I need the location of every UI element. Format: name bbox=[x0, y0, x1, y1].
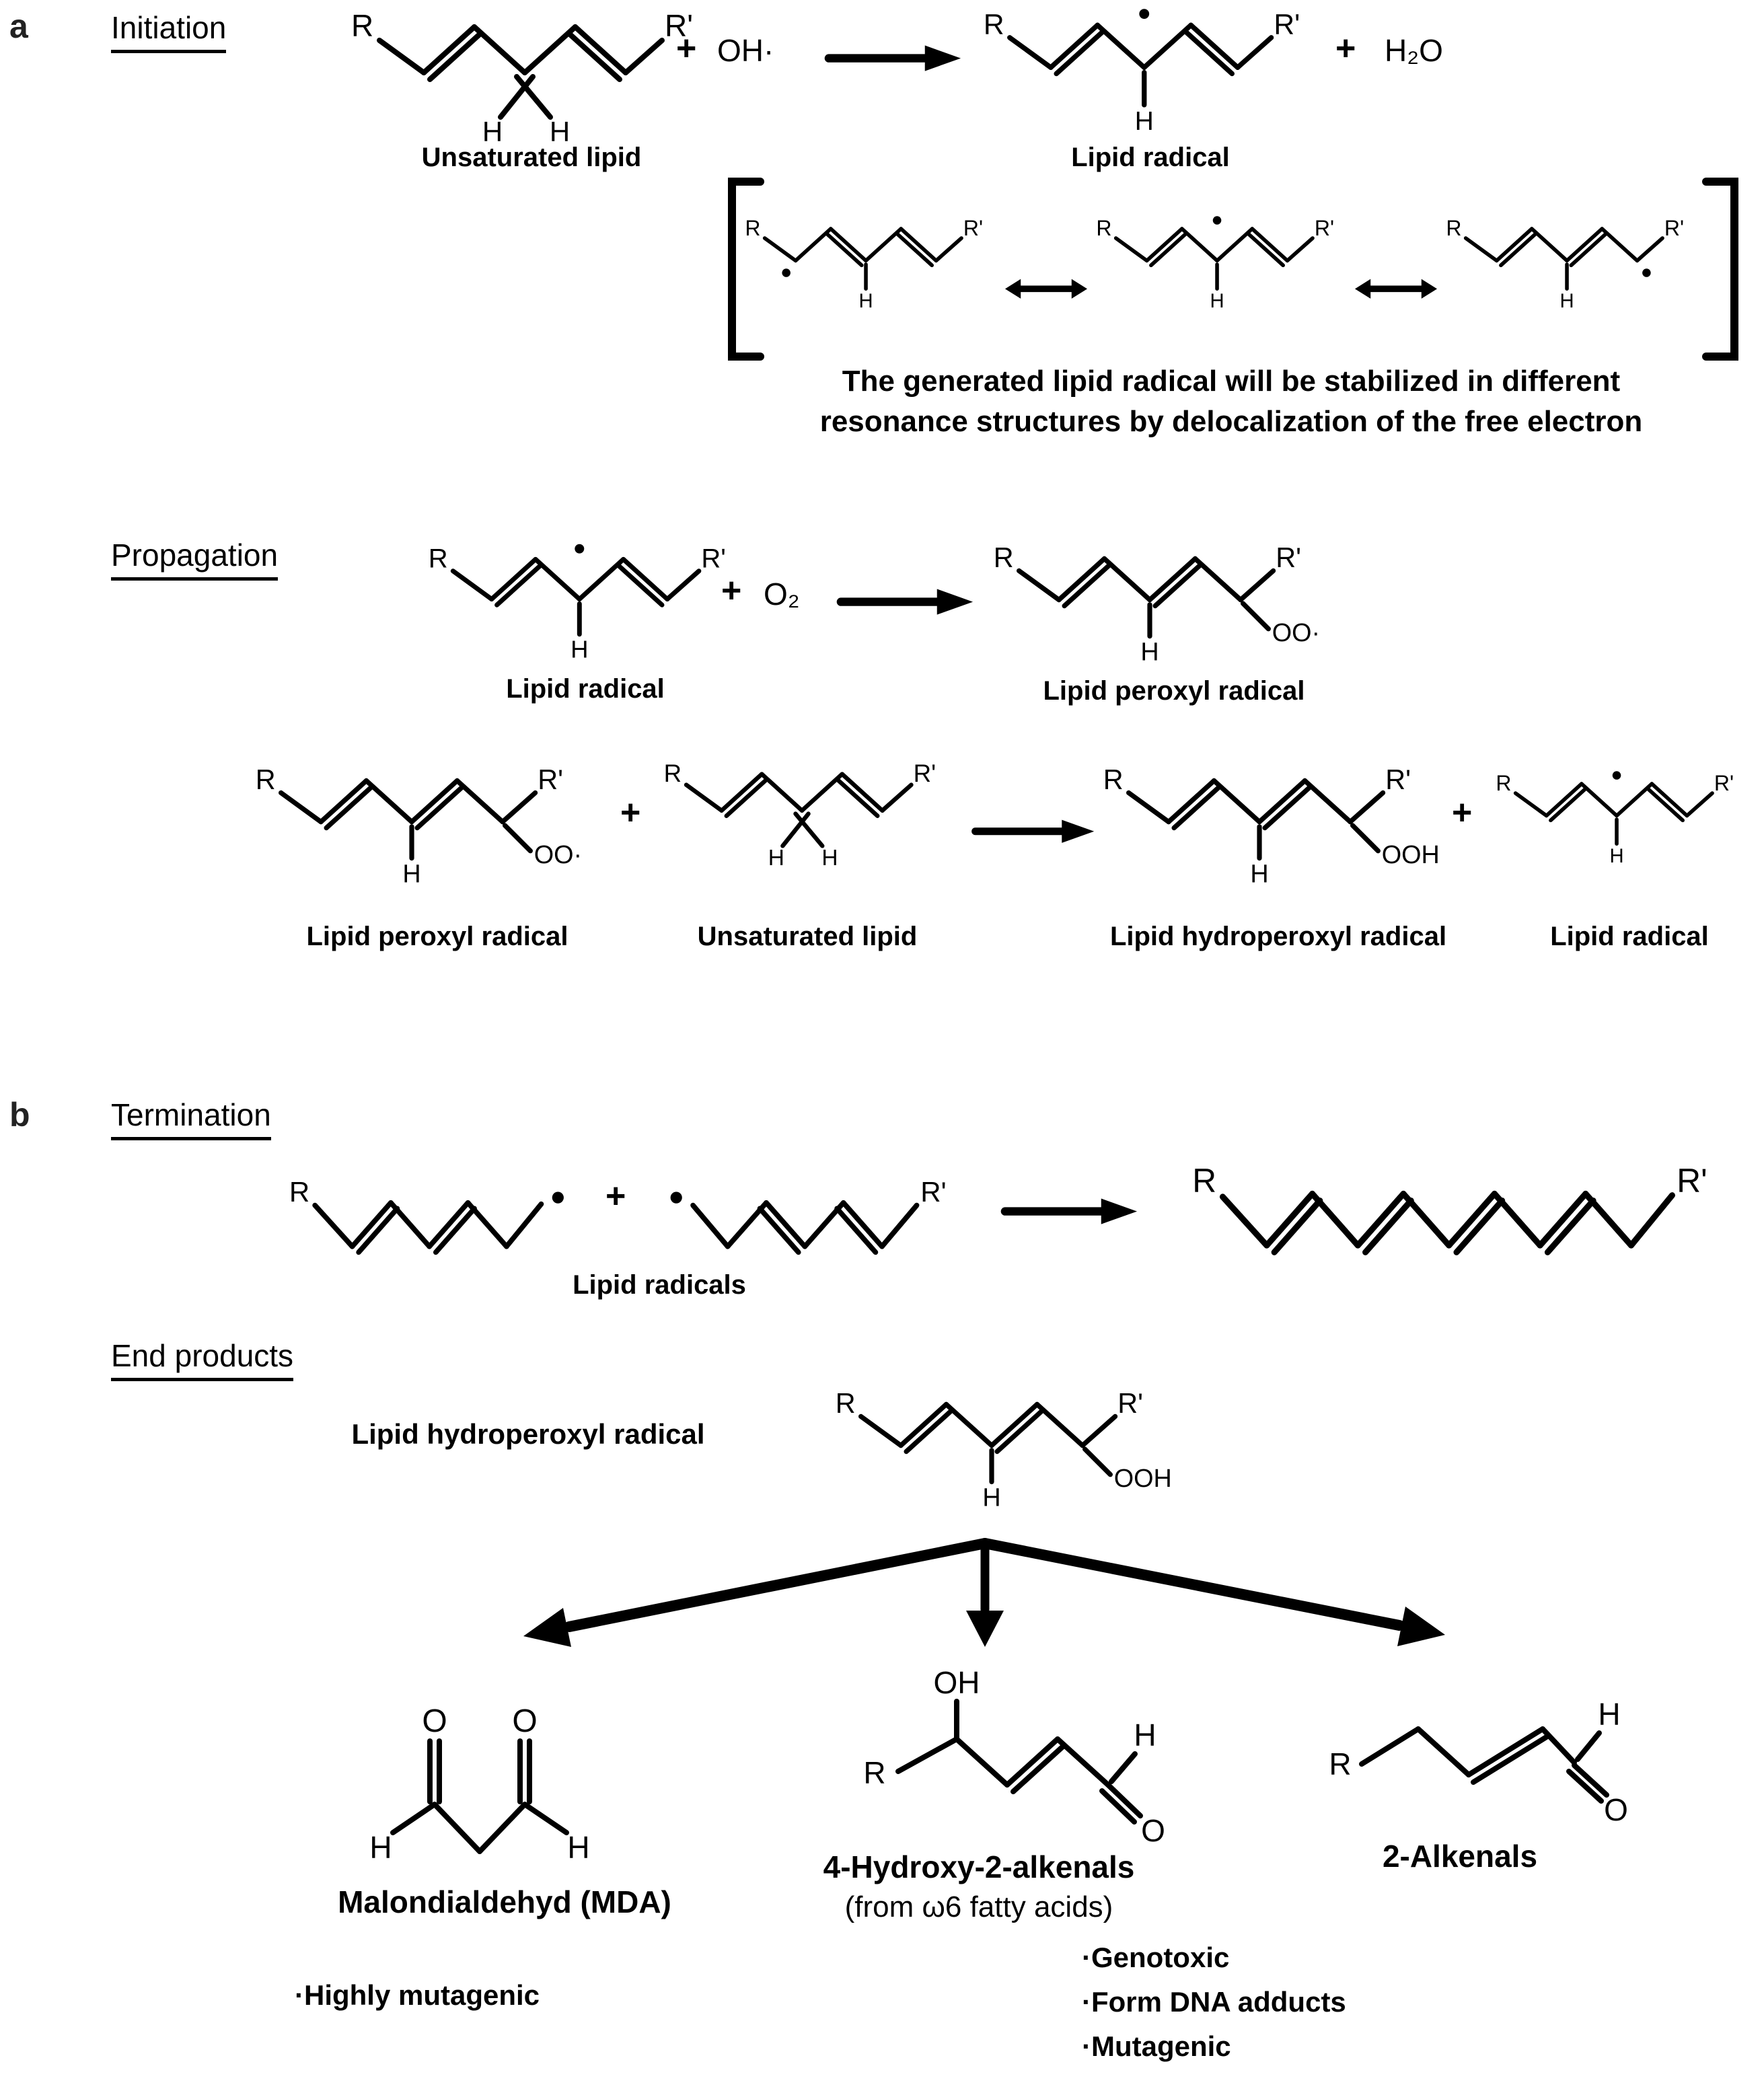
radical-dot bbox=[671, 1192, 682, 1204]
atom-R-prime: R' bbox=[1664, 215, 1685, 240]
radical-dot bbox=[1642, 268, 1651, 277]
resonance-caption-line2: resonance structures by delocalization of the free electron bbox=[819, 405, 1643, 438]
atom-R: R bbox=[1329, 1746, 1352, 1781]
lipid-radical-structure bbox=[982, 3, 1319, 135]
resonance-structure-3 bbox=[1445, 212, 1698, 311]
bond-lines bbox=[686, 774, 911, 846]
end-products-heading bbox=[111, 1337, 293, 1381]
atom-H: H bbox=[549, 116, 571, 147]
termination-title: Termination bbox=[111, 1097, 271, 1140]
atom-H: H bbox=[768, 846, 784, 871]
bond-lines bbox=[1010, 25, 1272, 105]
bond-lines bbox=[281, 780, 536, 858]
lipid-radical-structure bbox=[1495, 767, 1748, 867]
unsaturated-lipid-structure bbox=[663, 755, 952, 869]
lipid-radical-structure bbox=[427, 538, 743, 663]
bond-lines bbox=[1466, 229, 1662, 289]
peroxyl-group: OO· bbox=[534, 840, 583, 869]
bond-lines bbox=[898, 1701, 1140, 1822]
atom-H: H bbox=[1134, 1718, 1156, 1753]
unsaturated-lipid-label: Unsaturated lipid bbox=[697, 922, 918, 951]
radical-dot bbox=[552, 1192, 564, 1204]
section-a-tag: a bbox=[9, 7, 28, 45]
initiation-title: Initiation bbox=[111, 9, 226, 53]
atom-H: H bbox=[858, 291, 873, 313]
atom-O: O bbox=[512, 1703, 538, 1739]
bond-lines bbox=[315, 1203, 541, 1253]
malondialdehyde-structure bbox=[363, 1689, 673, 1911]
atom-R: R bbox=[1096, 215, 1112, 240]
atom-R-prime: R' bbox=[920, 1175, 947, 1208]
lipid-peroxyl-radical-structure bbox=[254, 759, 618, 887]
lipid-radical-left-structure bbox=[288, 1171, 577, 1280]
atom-R: R bbox=[1192, 1162, 1217, 1200]
reaction-arrow bbox=[828, 39, 962, 77]
reaction-arrow bbox=[840, 583, 974, 621]
atom-R-prime: R' bbox=[1314, 215, 1335, 240]
radical-dot bbox=[575, 544, 584, 554]
atom-O: O bbox=[422, 1703, 447, 1739]
atom-R-prime: R' bbox=[1714, 770, 1734, 795]
hydroxy-alkenals-note-1: ·Genotoxic bbox=[1082, 1942, 1230, 1973]
lipid-radicals-label: Lipid radicals bbox=[573, 1270, 746, 1300]
atom-H: H bbox=[1609, 846, 1624, 868]
resonance-structure-2 bbox=[1095, 212, 1348, 311]
atom-H: H bbox=[369, 1830, 392, 1865]
end-products-title: End products bbox=[111, 1337, 293, 1381]
mda-label: Malondialdehyd (MDA) bbox=[338, 1884, 671, 1919]
atom-R-prime: R' bbox=[913, 759, 936, 787]
lipid-hydroperoxyl-radical-label: Lipid hydroperoxyl radical bbox=[351, 1418, 705, 1450]
atom-O: O bbox=[1141, 1813, 1165, 1848]
termination-heading bbox=[111, 1097, 271, 1140]
atom-R-prime: R' bbox=[665, 8, 694, 43]
atom-R-prime: R' bbox=[963, 215, 984, 240]
plus-sign: + bbox=[676, 29, 697, 68]
hydroxyl-group: OH bbox=[933, 1665, 980, 1700]
bond-lines bbox=[1362, 1729, 1607, 1801]
atom-H: H bbox=[1559, 291, 1574, 313]
lipid-peroxyl-radical-label: Lipid peroxyl radical bbox=[1043, 676, 1305, 706]
alkenal-structure bbox=[1305, 1687, 1642, 1862]
atom-R-prime: R' bbox=[1117, 1387, 1143, 1419]
atom-R-prime: R' bbox=[538, 764, 563, 795]
atom-H: H bbox=[571, 635, 589, 663]
atom-H: H bbox=[1598, 1697, 1621, 1732]
bond-lines bbox=[1116, 229, 1313, 289]
hydroxy-alkenals-label: 4-Hydroxy-2-alkenals bbox=[823, 1849, 1135, 1884]
atom-R: R bbox=[863, 1755, 886, 1790]
water-formula: H₂O bbox=[1385, 33, 1443, 68]
lipid-radical-label: Lipid radical bbox=[1071, 143, 1230, 172]
atom-H: H bbox=[567, 1830, 590, 1865]
atom-R-prime: R' bbox=[701, 544, 726, 574]
bond-lines bbox=[393, 1741, 566, 1851]
atom-R-prime: R' bbox=[1385, 764, 1411, 795]
lipid-radical-right-structure bbox=[665, 1171, 954, 1280]
atom-H: H bbox=[402, 860, 421, 889]
lipid-radical-label: Lipid radical bbox=[506, 674, 665, 704]
atom-R: R bbox=[983, 8, 1004, 41]
reaction-arrow bbox=[974, 814, 1095, 848]
atom-H: H bbox=[1250, 860, 1269, 889]
atom-R: R bbox=[351, 8, 374, 43]
radical-dot bbox=[1139, 9, 1149, 19]
hydroxy-alkenals-note-2: ·Form DNA adducts bbox=[1082, 1986, 1346, 2018]
lipid-peroxyl-radical-label: Lipid peroxyl radical bbox=[306, 922, 568, 951]
lipid-radical-label: Lipid radical bbox=[1550, 922, 1709, 951]
atom-R: R bbox=[1496, 770, 1512, 795]
bond-lines bbox=[1222, 1193, 1672, 1252]
peroxyl-group: OO· bbox=[1272, 618, 1321, 647]
atom-R: R bbox=[745, 215, 761, 240]
plus-sign: + bbox=[721, 571, 742, 610]
lipid-peroxyl-radical-structure bbox=[992, 537, 1356, 665]
resonance-structure-1 bbox=[744, 212, 997, 311]
bond-lines bbox=[765, 229, 961, 289]
resonance-caption-line1: The generated lipid radical will be stabilized in different bbox=[842, 365, 1621, 398]
alkenals-label: 2-Alkenals bbox=[1382, 1839, 1538, 1874]
atom-O: O bbox=[1604, 1792, 1628, 1827]
plus-sign: + bbox=[1452, 793, 1473, 832]
atom-R: R bbox=[289, 1175, 310, 1208]
atom-R: R bbox=[428, 544, 448, 574]
propagation-title: Propagation bbox=[111, 537, 278, 581]
hydroxy-alkenals-origin: (from ω6 fatty acids) bbox=[844, 1890, 1113, 1923]
resonance-arrow bbox=[1004, 274, 1089, 303]
mda-note: ·Highly mutagenic bbox=[295, 1979, 540, 2011]
propagation-heading bbox=[111, 537, 278, 581]
plus-sign: + bbox=[620, 793, 641, 832]
atom-H: H bbox=[982, 1483, 1001, 1512]
lipid-hydroperoxyl-radical-structure bbox=[834, 1383, 1198, 1511]
initiation-heading bbox=[111, 9, 226, 53]
atom-R-prime: R' bbox=[1274, 8, 1300, 41]
oxygen-formula: O₂ bbox=[764, 577, 800, 612]
hydroxy-alkenal-structure bbox=[774, 1652, 1184, 1853]
plus-sign: + bbox=[1335, 29, 1356, 68]
hydroperoxyl-group: OOH bbox=[1381, 840, 1440, 869]
bond-lines bbox=[1019, 558, 1274, 636]
resonance-arrow bbox=[1354, 274, 1438, 303]
unsaturated-lipid-label: Unsaturated lipid bbox=[421, 143, 642, 172]
radical-dot bbox=[1613, 771, 1621, 780]
hydroxyl-radical-formula: OH· bbox=[717, 33, 774, 68]
atom-R-prime: R' bbox=[1677, 1162, 1707, 1200]
combined-lipid-structure bbox=[1191, 1156, 1722, 1285]
section-b-tag: b bbox=[9, 1096, 30, 1134]
atom-H: H bbox=[1210, 291, 1224, 313]
atom-R-prime: R' bbox=[1276, 542, 1301, 573]
atom-H: H bbox=[1134, 106, 1154, 136]
bond-lines bbox=[1516, 784, 1712, 844]
atom-H: H bbox=[482, 116, 503, 147]
atom-R: R bbox=[1103, 764, 1124, 795]
lipid-hydroperoxyl-radical-structure bbox=[1102, 759, 1465, 887]
atom-H: H bbox=[1140, 638, 1159, 667]
reaction-arrow bbox=[1004, 1192, 1138, 1230]
bond-lines bbox=[453, 559, 699, 634]
atom-R: R bbox=[835, 1387, 856, 1419]
bond-lines bbox=[693, 1203, 917, 1253]
branch-arrows bbox=[471, 1527, 1480, 1668]
atom-R: R bbox=[1446, 215, 1462, 240]
atom-R: R bbox=[255, 764, 276, 795]
bond-lines bbox=[861, 1404, 1115, 1481]
radical-dot bbox=[1213, 216, 1222, 225]
atom-R: R bbox=[993, 542, 1014, 573]
atom-H: H bbox=[821, 846, 838, 871]
lipid-hydroperoxyl-radical-label: Lipid hydroperoxyl radical bbox=[1109, 922, 1447, 951]
right-bracket bbox=[1703, 176, 1741, 362]
atom-R: R bbox=[663, 759, 682, 787]
hydroxy-alkenals-note-3: ·Mutagenic bbox=[1082, 2030, 1231, 2062]
plus-sign: + bbox=[605, 1177, 626, 1216]
radical-dot bbox=[782, 268, 791, 277]
hydroperoxyl-group: OOH bbox=[1113, 1464, 1172, 1493]
unsaturated-lipid-structure bbox=[350, 3, 713, 145]
bond-lines bbox=[1129, 780, 1383, 858]
bond-lines bbox=[379, 27, 662, 117]
